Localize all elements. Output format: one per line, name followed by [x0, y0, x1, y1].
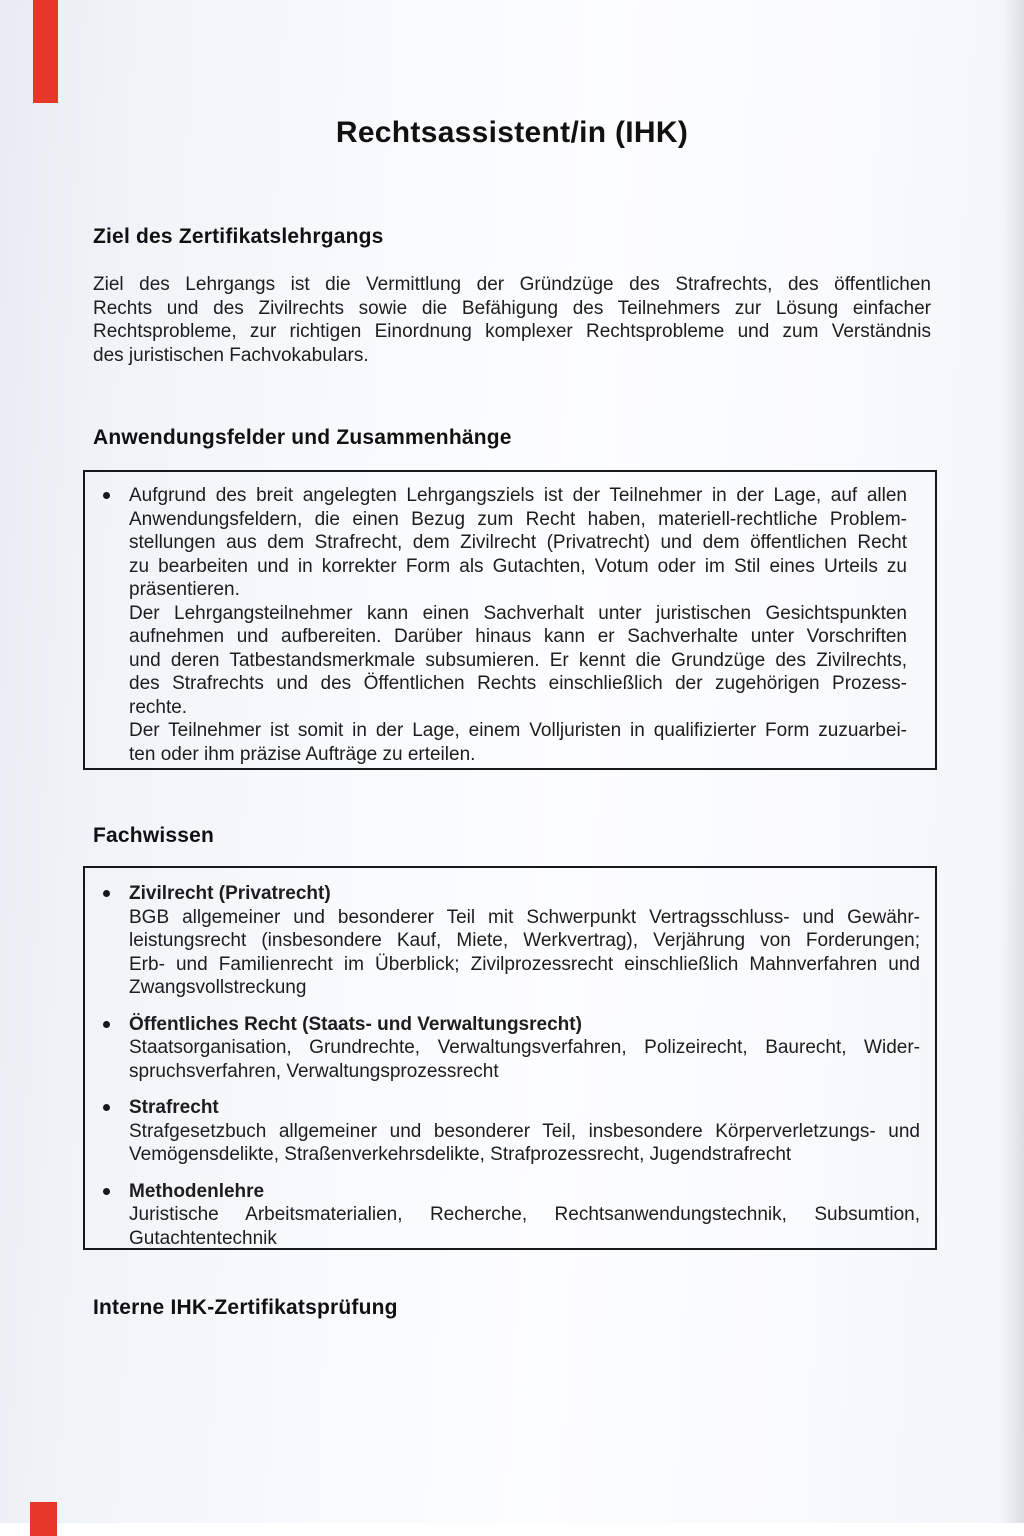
- goal-paragraph: [93, 273, 931, 367]
- fachwissen-item-description: [129, 1036, 920, 1083]
- text-line: Zwangsvollstreckung: [129, 977, 307, 998]
- scan-edge-shadow: [1002, 0, 1024, 1536]
- fachwissen-item-text: [129, 882, 920, 1000]
- bullet-icon: [103, 492, 110, 499]
- redaction-mark-top: [33, 0, 58, 103]
- bullet-icon: [103, 1188, 110, 1195]
- bullet-icon: [103, 890, 110, 897]
- scan-bottom-edge: [0, 1523, 1024, 1536]
- text-line: stellungen aus dem Strafrecht, dem Zivilrecht (Privatrecht) und dem öffentlichen Recht: [129, 532, 907, 553]
- section-heading-anwendungsfelder: Anwendungsfelder und Zusammenhänge: [93, 426, 512, 449]
- fachwissen-item-description: [129, 1120, 920, 1167]
- section-heading-fachwissen: Fachwissen: [93, 824, 215, 847]
- fachwissen-bullet: [97, 882, 920, 1000]
- fachwissen-item-title: Öffentliches Recht (Staats- und Verwaltungsrecht): [129, 1013, 582, 1035]
- anwendungsfelder-text: [129, 484, 907, 766]
- fachwissen-item-text: [129, 1180, 920, 1251]
- bullet-icon: [103, 1104, 110, 1111]
- fachwissen-item-title: Zivilrecht (Privatrecht): [129, 883, 331, 904]
- text-line: Ziel des Lehrgangs ist die Vermittlung der Gründzüge des Strafrechts, des öffentlichen: [93, 274, 931, 295]
- text-line: Rechts und des Zivilrechts sowie die Befähigung des Teilnehmers zur Lösung einfacher: [93, 297, 931, 319]
- fachwissen-item-description: [129, 906, 920, 1000]
- fachwissen-bullet: [97, 1180, 920, 1251]
- fachwissen-item: [97, 1180, 920, 1251]
- text-line: Staatsorganisation, Grundrechte, Verwaltungsverfahren, Polizeirecht, Baurecht, Wider-: [129, 1037, 920, 1058]
- fachwissen-item: [97, 1013, 920, 1084]
- anwendungsfelder-box: [83, 470, 937, 770]
- text-line: Rechtsprobleme, zur richtigen Einordnung komplexer Rechtsprobleme und zum Verständnis: [93, 321, 931, 342]
- text-line: Gutachtentechnik: [129, 1227, 277, 1249]
- text-line: Der Teilnehmer ist somit in der Lage, einem Volljuristen in qualifizierter Form zuzuarbei-: [129, 720, 907, 741]
- text-line: Erb- und Familienrecht im Überblick; Zivilprozessrecht einschließlich Mahnverfahren und: [129, 953, 920, 975]
- fachwissen-bullet: [97, 1096, 920, 1167]
- section-heading-pruefung: Interne IHK-Zertifikatsprüfung: [93, 1296, 398, 1319]
- text-line: rechte.: [129, 696, 188, 718]
- fachwissen-item-text: [129, 1096, 920, 1167]
- fachwissen-item: [97, 1096, 920, 1167]
- text-line: Juristische Arbeitsmaterialien, Recherche, Rechtsanwendungstechnik, Subsumtion,: [129, 1204, 920, 1225]
- redaction-mark-bottom: [30, 1502, 57, 1536]
- text-line: Vemögensdelikte, Straßenverkehrsdelikte, Strafprozessrecht, Jugendstrafrecht: [129, 1144, 792, 1165]
- text-line: ten oder ihm präzise Aufträge zu erteilen.: [129, 743, 476, 765]
- fachwissen-item-text: [129, 1013, 920, 1084]
- fachwissen-item-title: Methodenlehre: [129, 1180, 265, 1202]
- anwendungsfelder-bullet: [97, 484, 907, 766]
- text-line: aufnehmen und aufbereiten. Darüber hinaus kann er Sachverhalte unter Vorschriften: [129, 626, 907, 647]
- text-line: des juristischen Fachvokabulars.: [93, 344, 369, 366]
- text-line: des Strafrechts und des Öffentlichen Rechts einschließlich der zugehörigen Prozess-: [129, 673, 907, 694]
- fachwissen-item-description: [129, 1203, 920, 1250]
- text-line: zu bearbeiten und in korrekter Form als Gutachten, Votum oder im Stil eines Urteils zu: [129, 555, 907, 577]
- text-line: Anwendungsfeldern, die einen Bezug zum Recht haben, materiell-rechtliche Problem-: [129, 508, 907, 530]
- text-line: spruchsverfahren, Verwaltungsprozessrecht: [129, 1060, 499, 1082]
- text-line: und deren Tatbestandsmerkmale subsumieren. Er kennt die Grundzüge des Zivilrechts,: [129, 649, 907, 671]
- bullet-icon: [103, 1021, 110, 1028]
- fachwissen-item-title: Strafrecht: [129, 1097, 219, 1118]
- fachwissen-bullet: [97, 1013, 920, 1084]
- fachwissen-item: [97, 882, 920, 1000]
- text-line: leistungsrecht (insbesondere Kauf, Miete, Werkvertrag), Verjährung von Forderungen;: [129, 930, 920, 951]
- section-heading-ziel: Ziel des Zertifikatslehrgangs: [93, 225, 384, 248]
- text-line: BGB allgemeiner und besonderer Teil mit Schwerpunkt Vertragsschluss- und Gewähr-: [129, 906, 920, 928]
- text-line: Der Lehrgangsteilnehmer kann einen Sachverhalt unter juristischen Gesichtspunkten: [129, 602, 907, 624]
- text-line: präsentieren.: [129, 579, 240, 600]
- fachwissen-box: [83, 866, 937, 1250]
- text-line: Aufgrund des breit angelegten Lehrgangsziels ist der Teilnehmer in der Lage, auf allen: [129, 485, 907, 506]
- page-title: Rechtsassistent/in (IHK): [335, 116, 689, 149]
- text-line: Strafgesetzbuch allgemeiner und besonderer Teil, insbesondere Körperverletzungs- und: [129, 1120, 920, 1142]
